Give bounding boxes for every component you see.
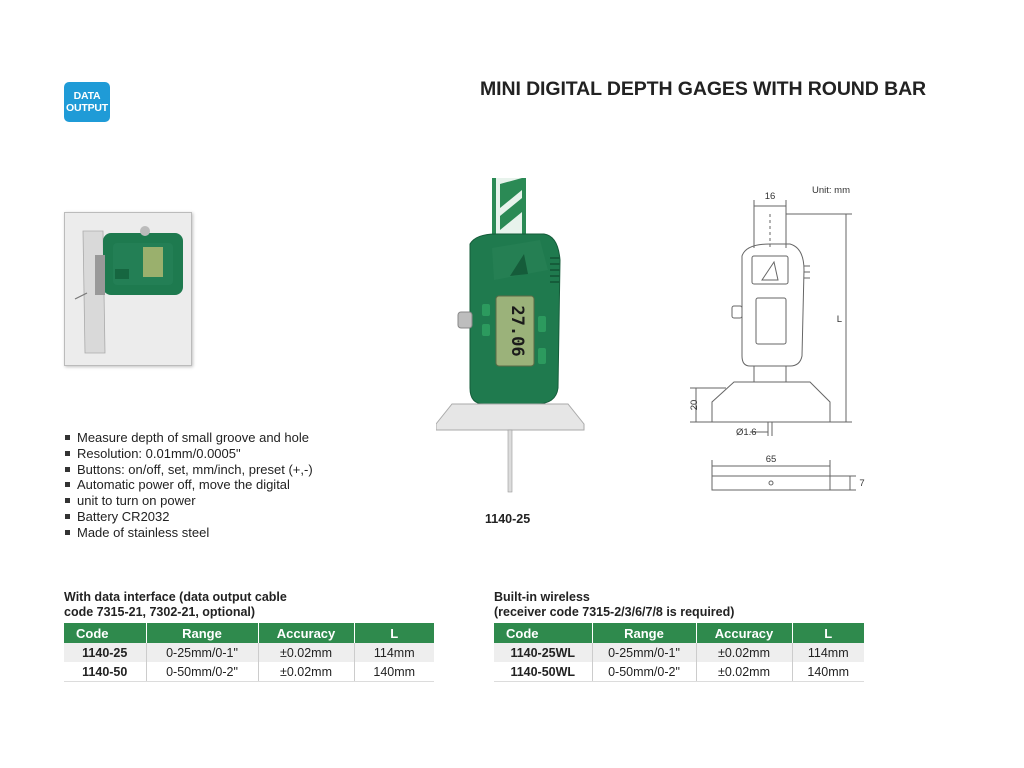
page-title: MINI DIGITAL DEPTH GAGES WITH ROUND BAR [480,78,927,100]
cell-length: 114mm [354,643,434,662]
feature-item-continuation: unit to turn on power [64,493,313,509]
left-caption-line-2: code 7315-21, 7302-21, optional) [64,605,256,619]
data-output-badge [64,82,110,122]
table-row [64,662,434,682]
left-spec-table [64,623,434,682]
cell-code: 1140-50 [64,662,146,682]
col-header-code: Code [64,623,146,643]
col-header-range: Range [592,623,696,643]
table-row [494,662,864,682]
cell-accuracy: ±0.02mm [258,643,354,662]
table-header-row [64,623,434,643]
feature-item: Measure depth of small groove and hole [64,430,313,446]
product-illustration [436,178,586,494]
cell-length: 114mm [792,643,864,662]
feature-item: Resolution: 0.01mm/0.0005" [64,446,313,462]
col-header-code: Code [494,623,592,643]
dimension-drawing [686,186,866,496]
product-photo-image [65,213,191,365]
col-header-l: L [354,623,434,643]
badge-line-2: OUTPUT [66,102,108,114]
dim-20: 20 [689,399,700,411]
right-caption-line-2: (receiver code 7315-2/3/6/7/8 is required) [494,605,735,619]
cell-range: 0-25mm/0-1" [146,643,258,662]
cell-code: 1140-25 [64,643,146,662]
feature-item: Made of stainless steel [64,525,313,541]
cell-length: 140mm [792,662,864,682]
badge-line-1: DATA [73,90,101,102]
col-header-accuracy: Accuracy [258,623,354,643]
product-photo-thumbnail [64,212,192,366]
table-header-row [494,623,864,643]
cell-length: 140mm [354,662,434,682]
dim-16: 16 [764,191,776,202]
cell-accuracy: ±0.02mm [696,643,792,662]
cell-code: 1140-50WL [494,662,592,682]
cell-range: 0-25mm/0-1" [592,643,696,662]
model-label: 1140-25 [485,512,531,526]
lcd-readout: 27.06 [507,305,527,357]
col-header-l: L [792,623,864,643]
right-table-caption [494,590,734,620]
cell-accuracy: ±0.02mm [258,662,354,682]
cell-range: 0-50mm/0-2" [146,662,258,682]
feature-item: Automatic power off, move the digital [64,477,313,493]
dim-diameter: Ø1.6 [736,427,757,438]
left-caption-line-1: With data interface (data output cable [64,590,287,604]
col-header-accuracy: Accuracy [696,623,792,643]
right-spec-table [494,623,864,682]
dim-L: L [836,314,842,325]
cell-accuracy: ±0.02mm [696,662,792,682]
feature-item: Buttons: on/off, set, mm/inch, preset (+,-) [64,462,313,478]
unit-label: Unit: mm [812,185,850,196]
dim-7: 7 [859,478,865,489]
table-row [64,643,434,662]
feature-list [64,430,313,541]
col-header-range: Range [146,623,258,643]
left-table-caption [64,590,287,620]
cell-code: 1140-25WL [494,643,592,662]
table-row [494,643,864,662]
right-caption-line-1: Built-in wireless [494,590,590,604]
cell-range: 0-50mm/0-2" [592,662,696,682]
feature-item: Battery CR2032 [64,509,313,525]
dim-65: 65 [765,454,777,465]
